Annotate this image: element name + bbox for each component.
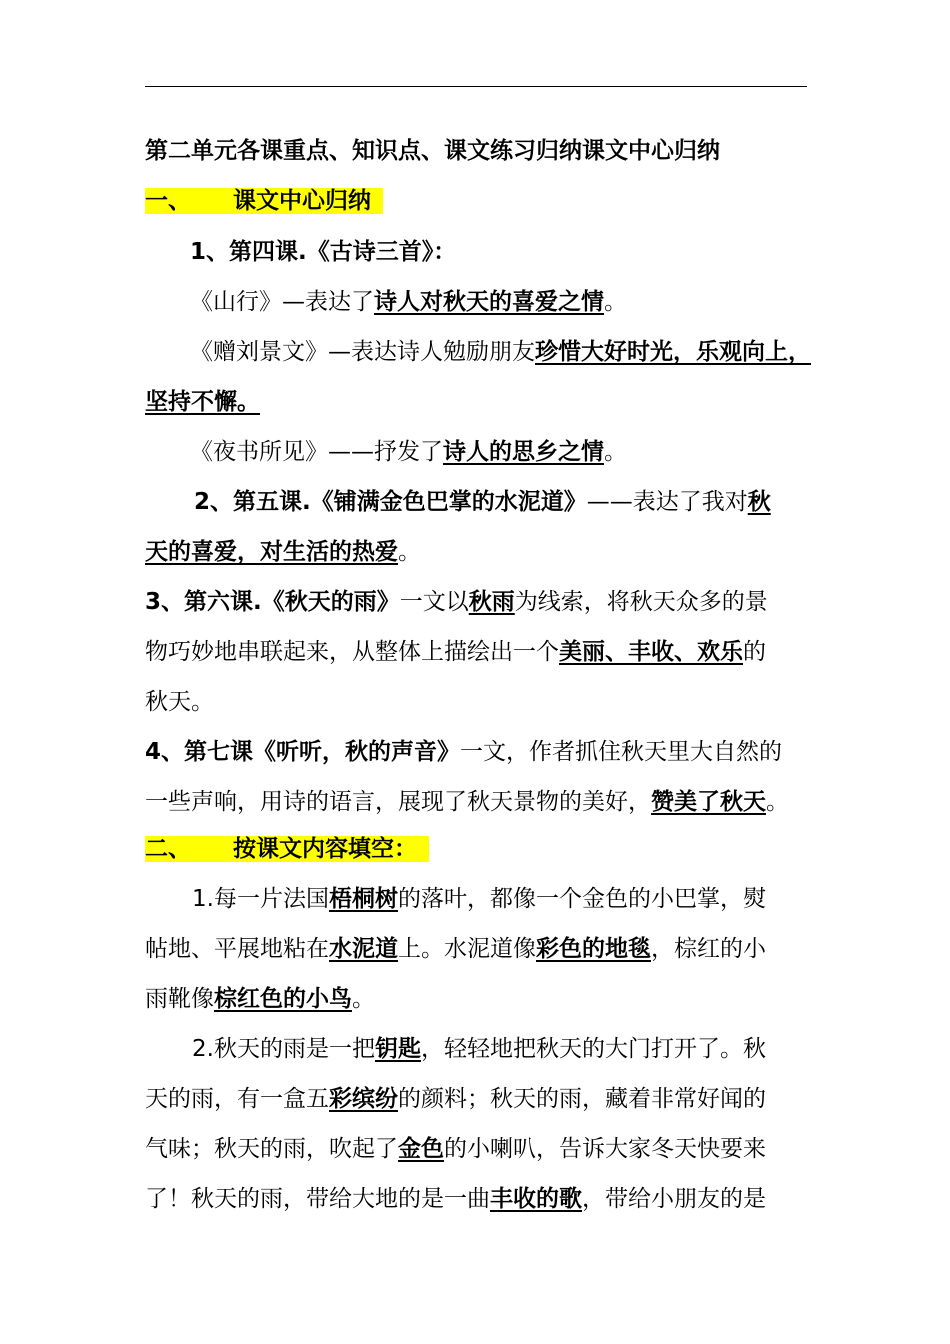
fill-item-2-line-1 <box>192 1034 766 1064</box>
section-heading-2 <box>145 834 429 864</box>
text-run: ，轻轻地把秋天的大门打开了。秋 <box>420 1036 766 1062</box>
fill-item-2-line-4 <box>145 1184 766 1214</box>
key-answer: 赞美了秋天 <box>651 789 766 815</box>
section-1-highlight <box>145 188 383 214</box>
text-run: 。 <box>604 289 627 315</box>
text-run: 帖地、平展地粘在 <box>145 936 329 962</box>
text-run: 。 <box>766 789 789 815</box>
key-answer: 棕红色的小鸟 <box>214 986 352 1012</box>
text-run: ——表达了我对 <box>586 489 748 515</box>
text-run: 秋天。 <box>145 689 214 715</box>
text-run: 《赠刘景文》—表达诗人勉励朋友 <box>190 339 535 365</box>
key-answer: 秋 <box>747 489 771 515</box>
text-run: 一些声响，用诗的语言，展现了秋天景物的美好， <box>145 789 651 815</box>
text-run: 气味；秋天的雨，吹起了 <box>145 1136 398 1162</box>
key-answer: 秋雨 <box>468 589 515 615</box>
text-run: 雨靴像 <box>145 986 214 1012</box>
text-run: 的颜料；秋天的雨，藏着非常好闻的 <box>398 1086 766 1112</box>
text-run: 的落叶，都像一个金色的小巴掌，熨 <box>397 886 766 912</box>
key-answer: 钥匙 <box>374 1036 421 1062</box>
text-run: 一文以 <box>399 589 469 615</box>
key-answer: 水泥道 <box>329 936 398 962</box>
key-answer: 彩缤纷 <box>329 1086 398 1112</box>
lesson-6-cont-2 <box>145 687 214 717</box>
fill-item-1-line-2 <box>145 934 766 964</box>
key-answer: 诗人对秋天的喜爱之情 <box>374 289 604 315</box>
section-1-number: 一、 <box>145 188 191 214</box>
key-answer: 美丽、丰收、欢乐 <box>559 639 743 665</box>
text-run: 的小喇叭，告诉大家冬天快要来 <box>444 1136 766 1162</box>
lesson-5-line <box>194 487 771 517</box>
text-run: 2.秋天的雨是一把 <box>192 1036 375 1062</box>
lesson-6-heading: 3、第六课.《秋天的雨》 <box>145 589 400 615</box>
key-answer: 丰收的歌 <box>490 1186 582 1212</box>
poem-zengliujingwen-cont <box>145 387 260 417</box>
text-run: 《夜书所见》——抒发了 <box>190 439 443 465</box>
section-2-highlight <box>145 836 429 862</box>
lesson-5-cont <box>145 537 421 567</box>
key-answer: 梧桐树 <box>328 886 398 912</box>
key-answer: 天的喜爱，对生活的热爱 <box>145 539 398 565</box>
lesson-7-cont <box>145 787 789 817</box>
section-1-label: 课文中心归纳 <box>233 188 371 214</box>
poem-yeshusuojian-line <box>190 437 627 467</box>
section-2-number: 二、 <box>145 836 191 862</box>
fill-item-2-line-2 <box>145 1084 766 1114</box>
key-answer: 诗人的思乡之情 <box>443 439 604 465</box>
fill-item-1-line-3 <box>145 984 375 1014</box>
lesson-6-line <box>145 587 768 617</box>
key-answer: 珍惜大好时光，乐观向上， <box>535 339 811 365</box>
text-run: 为线索，将秋天众多的景 <box>514 589 768 615</box>
text-run: 了！秋天的雨，带给大地的是一曲 <box>145 1186 490 1212</box>
lesson-7-line <box>145 737 782 767</box>
text-run: 。 <box>398 539 421 565</box>
text-run: 1.每一片法国 <box>192 886 329 912</box>
text-run: ，棕红的小 <box>651 936 766 962</box>
lesson-6-cont-1 <box>145 637 766 667</box>
poem-shanxing-line <box>190 287 627 317</box>
text-run: 《山行》—表达了 <box>190 289 374 315</box>
lesson-5-heading: 2、第五课.《铺满金色巴掌的水泥道》 <box>194 489 587 515</box>
page-title: 第二单元各课重点、知识点、课文练习归纳课文中心归纳 <box>145 138 720 164</box>
header-rule <box>145 86 807 87</box>
text-run: ，带给小朋友的是 <box>582 1186 766 1212</box>
fill-item-1-line-1 <box>192 884 766 914</box>
text-run: 。 <box>352 986 375 1012</box>
poem-zengliujingwen-line <box>190 337 811 367</box>
section-heading-1 <box>145 186 383 216</box>
text-run: 。 <box>604 439 627 465</box>
text-run: 物巧妙地串联起来，从整体上描绘出一个 <box>145 639 559 665</box>
key-answer: 彩色的地毯 <box>536 936 651 962</box>
lesson-7-heading: 4、第七课《听听，秋的声音》 <box>145 739 461 765</box>
key-answer: 坚持不懈。 <box>145 389 260 415</box>
section-2-label: 按课文内容填空： <box>233 836 417 862</box>
key-answer: 金色 <box>398 1136 444 1162</box>
lesson-4-heading: 1、第四课.《古诗三首》： <box>190 239 457 265</box>
text-run: 一文，作者抓住秋天里大自然的 <box>460 739 783 765</box>
text-run: 天的雨，有一盒五 <box>145 1086 329 1112</box>
text-run: 的 <box>743 639 766 665</box>
fill-item-2-line-3 <box>145 1134 766 1164</box>
text-run: 上。水泥道像 <box>398 936 536 962</box>
